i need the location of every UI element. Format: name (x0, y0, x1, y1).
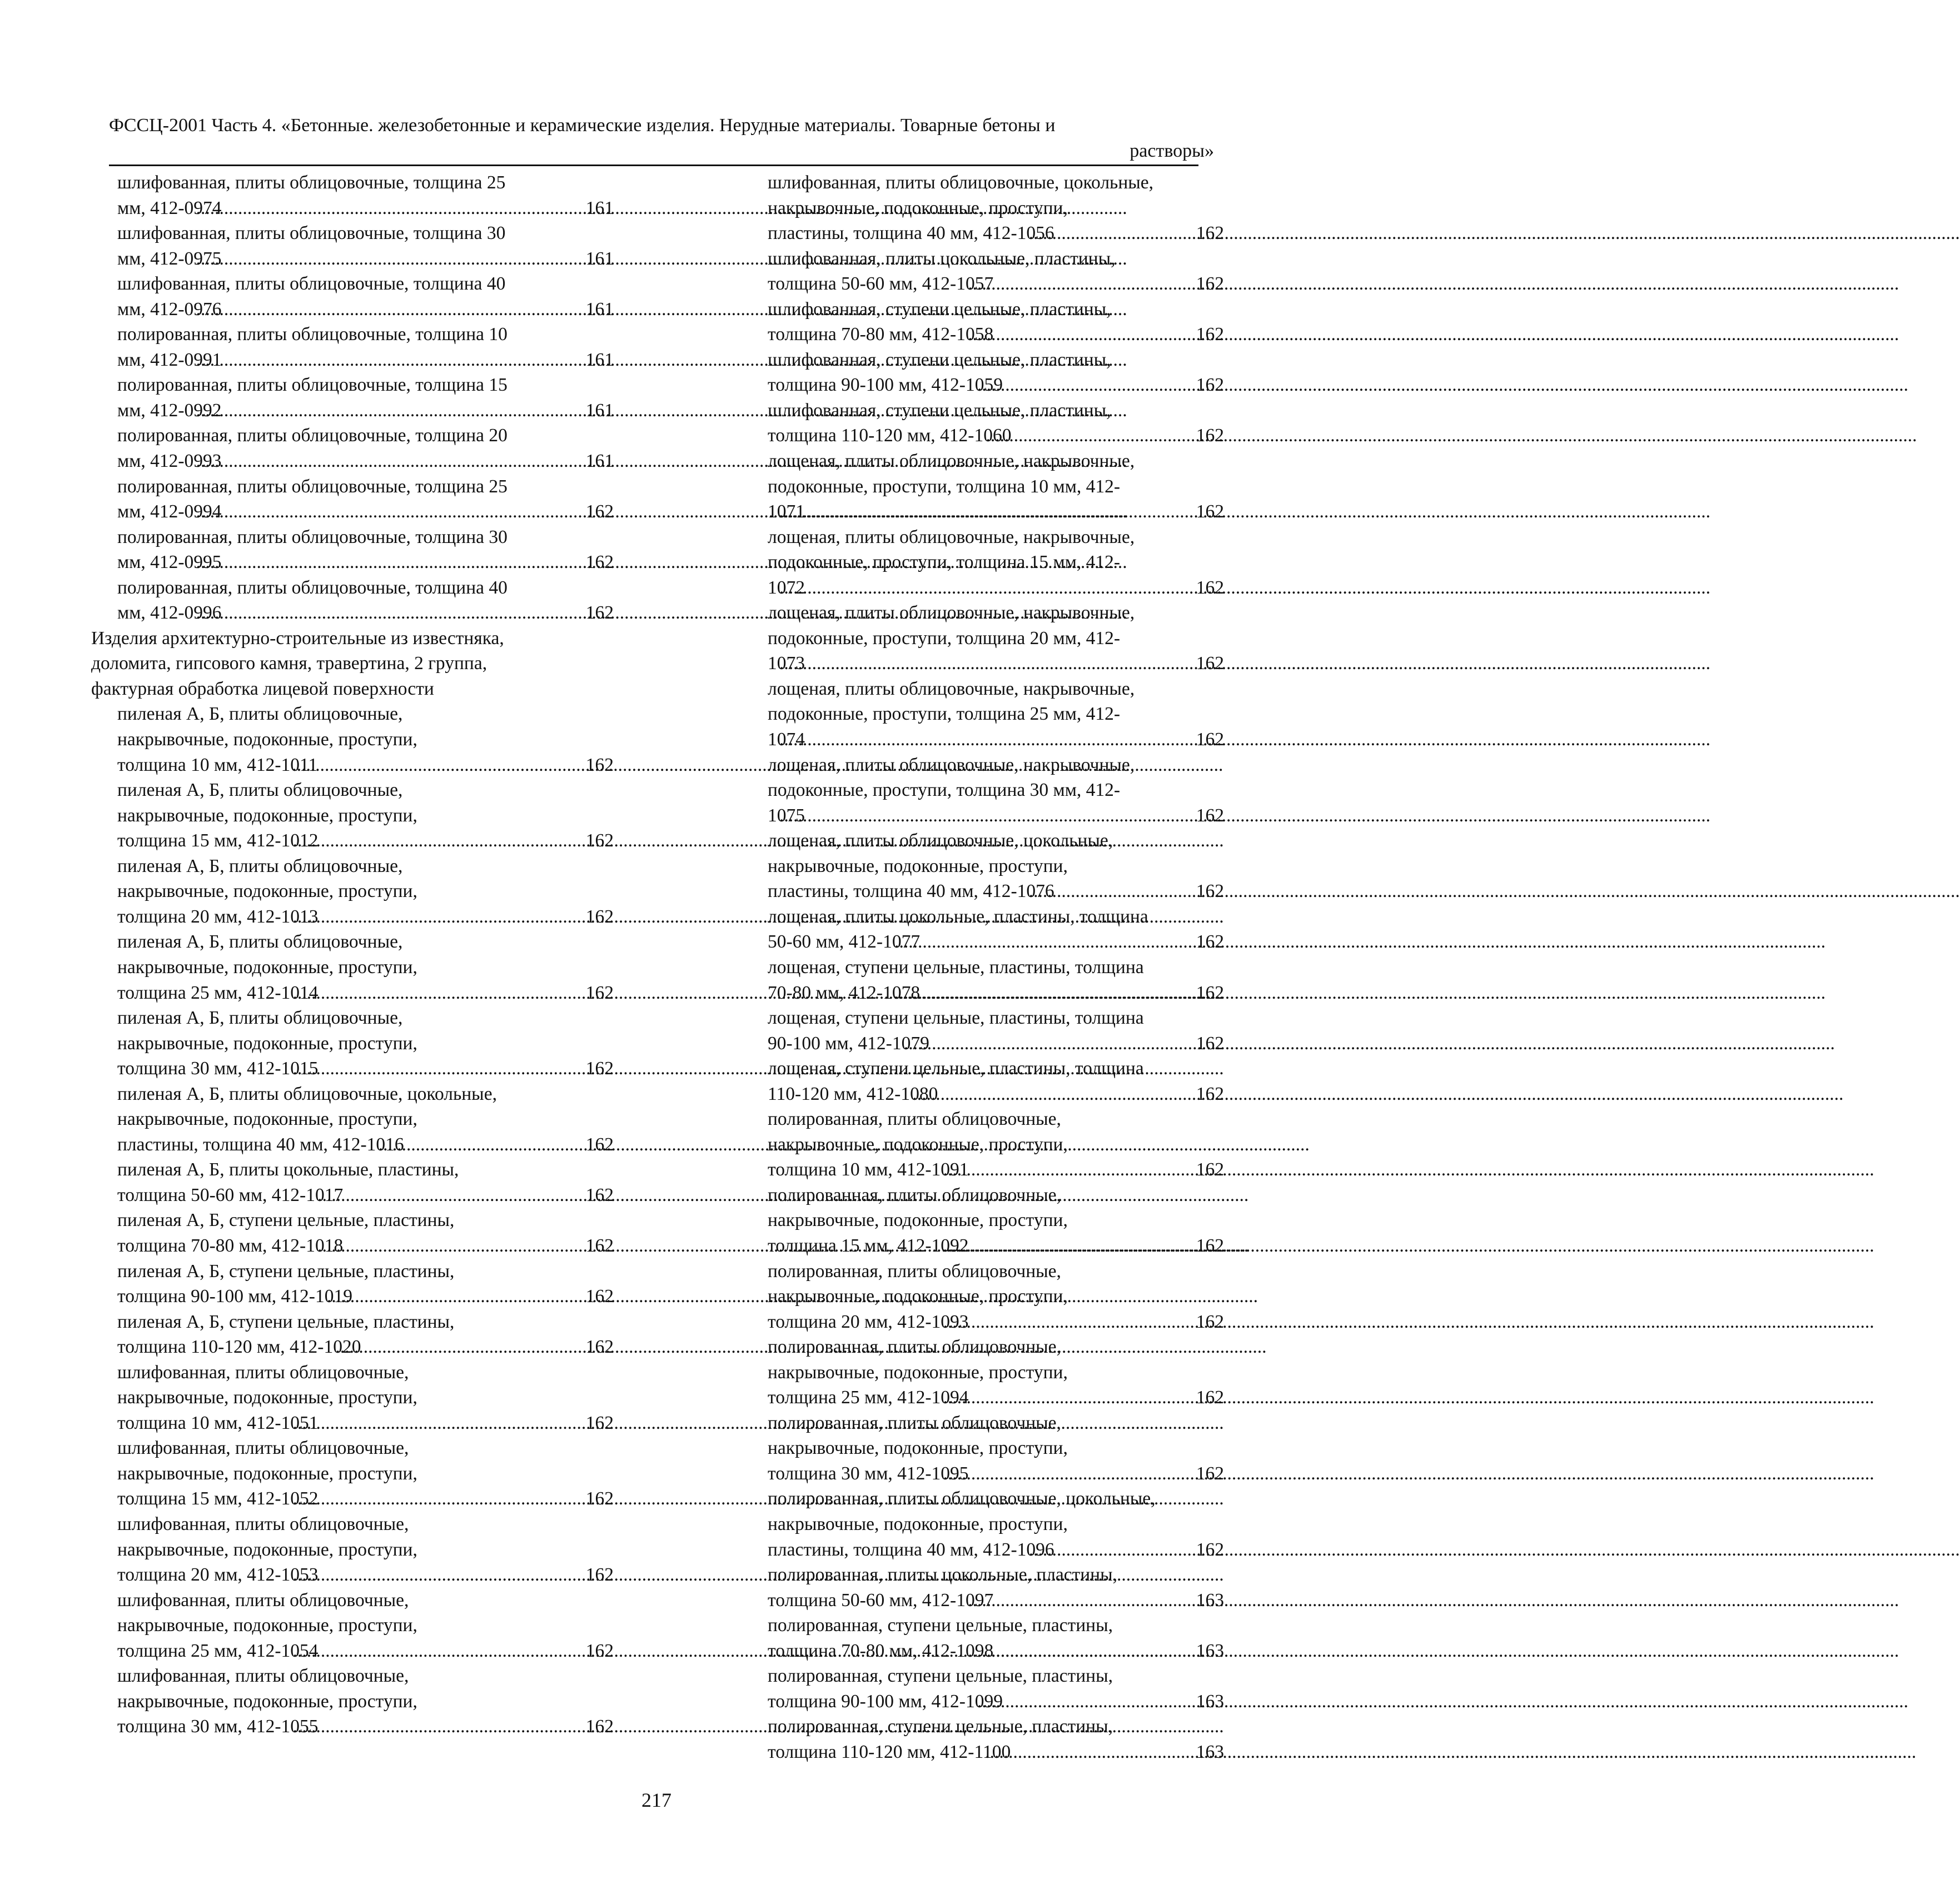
index-entry (742, 448, 1224, 525)
entry-last-line (768, 980, 1224, 1006)
entry-text: накрывочные, подоконные, проступи, (768, 855, 1068, 876)
entry-text: Изделия архитектурно-строительные из известняка, (91, 627, 504, 649)
entry-text: толщина 70-80 мм, 412-1058 (768, 324, 994, 345)
dot-leader (224, 398, 611, 423)
entry-text: толщина 20 мм, 412-1093 (768, 1311, 969, 1332)
entry-last-line (117, 448, 614, 474)
dot-leader (1013, 423, 1221, 448)
entry-last-line (768, 1309, 1224, 1335)
entry-text: накрывочные, подоконные, проступи, (117, 881, 417, 902)
entry-text: доломита, гипсового камня, травертина, 2 группа, (91, 653, 487, 674)
entry-text: шлифованная, плиты облицовочные, (117, 1362, 409, 1383)
entry-last-line (768, 803, 1224, 829)
entry-text: шлифованная, плиты облицовочные, толщина 40 (117, 273, 506, 295)
entry-last-line (117, 1562, 614, 1588)
dot-leader (406, 1132, 611, 1158)
entry-text: пластины, толщина 40 мм, 412-1016 (117, 1134, 404, 1155)
entry-text: толщина 25 мм, 412-1094 (768, 1387, 969, 1408)
index-entry (91, 1436, 614, 1512)
index-entry (91, 474, 614, 525)
entry-text: толщина 50-60 мм, 412-1017 (117, 1184, 344, 1205)
entry-last-line (768, 423, 1224, 448)
entry-text: пиленая А, Б, плиты облицовочные, (117, 780, 403, 801)
index-entry (742, 904, 1224, 955)
dot-leader (321, 1638, 611, 1664)
index-entry (742, 1005, 1224, 1056)
entry-text: шлифованная, плиты облицовочные, толщина 25 (117, 172, 506, 193)
dot-leader (922, 980, 1222, 1006)
entry-text: накрывочные, подоконные, проступи, (768, 1210, 1068, 1231)
entry-text: подоконные, проступи, толщина 20 мм, 412- (768, 627, 1121, 649)
entry-last-line (768, 1689, 1224, 1714)
entry-text: накрывочные, подоконные, проступи, (768, 1438, 1068, 1459)
index-entry (742, 600, 1224, 676)
dot-leader (355, 1284, 611, 1309)
entry-text: 1073 (768, 653, 805, 674)
index-entry (742, 347, 1224, 398)
entry-text: полированная, плиты облицовочные, (768, 1337, 1061, 1358)
entry-text: накрывочные, подоконные, проступи, (117, 1691, 417, 1712)
dot-leader (807, 499, 1222, 525)
entry-text: толщина 50-60 мм, 412-1057 (768, 273, 994, 295)
index-entry (742, 752, 1224, 829)
dot-leader (1005, 1689, 1222, 1714)
index-entry (91, 929, 614, 1005)
entry-text: шлифованная, ступени цельные, пластины, (768, 349, 1111, 370)
entry-text: мм, 412-0996 (117, 602, 222, 624)
entry-last-line (768, 727, 1224, 752)
dot-leader (996, 322, 1222, 347)
entry-text: полированная, плиты облицовочные, толщина 15 (117, 375, 508, 396)
entry-last-line (768, 879, 1224, 904)
entry-text: накрывочные, подоконные, проступи, (768, 1286, 1068, 1307)
index-entry (742, 398, 1224, 448)
entry-last-line (768, 1233, 1224, 1259)
entry-last-line (117, 347, 614, 373)
entry-text: полированная, плиты облицовочные, (768, 1412, 1061, 1433)
index-entry (742, 1334, 1224, 1410)
entry-text: шлифованная, плиты цокольные, пластины, (768, 248, 1116, 269)
entry-text: лощеная, плиты облицовочные, цокольные, (768, 830, 1113, 851)
entry-text: толщина 10 мм, 412-1051 (117, 1412, 319, 1433)
entry-last-line (768, 1638, 1224, 1664)
entry-text: толщина 30 мм, 412-1055 (117, 1716, 319, 1737)
entry-text: 110-120 мм, 412-1080 (768, 1083, 938, 1104)
entry-text: накрывочные, подоконные, проступи, (117, 956, 417, 978)
entry-text: толщина 110-120 мм, 412-1020 (117, 1337, 361, 1358)
entry-last-line (117, 752, 614, 778)
entry-text: толщина 25 мм, 412-1014 (117, 982, 319, 1003)
index-entry (91, 777, 614, 854)
running-header (109, 113, 1214, 164)
entry-last-line (117, 600, 614, 626)
entry-text: шлифованная, плиты облицовочные, (117, 1438, 409, 1459)
entry-last-line (117, 980, 614, 1006)
dot-leader (224, 600, 611, 626)
entry-text: полированная, плиты облицовочные, (768, 1184, 1061, 1205)
entry-text: мм, 412-0991 (117, 349, 222, 370)
entry-text: толщина 25 мм, 412-1054 (117, 1640, 319, 1661)
header-rule (109, 165, 1198, 166)
entry-text: пластины, толщина 40 мм, 412-1096 (768, 1539, 1054, 1560)
entry-text: накрывочные, подоконные, проступи, (117, 1387, 417, 1408)
entry-text: полированная, плиты облицовочные, толщина 40 (117, 577, 508, 598)
entry-text: 1072 (768, 577, 805, 598)
entry-text: толщина 110-120 мм, 412-1060 (768, 425, 1012, 446)
entry-text: толщина 90-100 мм, 412-1099 (768, 1691, 1003, 1712)
dot-leader (224, 448, 611, 474)
dot-leader (224, 347, 611, 373)
dot-leader (971, 1233, 1222, 1259)
entry-text: накрывочные, подоконные, проступи, (117, 729, 417, 750)
index-entry (742, 1106, 1224, 1183)
index-entry (91, 575, 614, 626)
dot-leader (363, 1334, 611, 1360)
index-entry (91, 1259, 614, 1309)
entry-last-line (117, 550, 614, 575)
index-entry (91, 1005, 614, 1081)
entry-text: пиленая А, Б, плиты облицовочные, (117, 931, 403, 953)
entry-text: накрывочные, подоконные, проступи, (768, 1513, 1068, 1534)
dot-leader (996, 1638, 1222, 1664)
dot-leader (321, 980, 611, 1006)
entry-text: накрывочные, подоконные, проступи, (117, 1033, 417, 1054)
entry-text: шлифованная, плиты облицовочные, толщина 30 (117, 223, 506, 244)
entry-text: полированная, плиты облицовочные, (768, 1260, 1061, 1282)
entry-text: накрывочные, подоконные, проступи, (117, 1615, 417, 1636)
dot-leader (321, 1410, 611, 1436)
index-entry (742, 170, 1224, 246)
index-entry (742, 1714, 1224, 1765)
entry-text: мм, 412-0993 (117, 451, 222, 472)
index-entry (742, 525, 1224, 601)
entry-text: пластины, толщина 40 мм, 412-1056 (768, 223, 1054, 244)
entry-text: лощеная, ступени цельные, пластины, толщина (768, 1058, 1144, 1079)
dot-leader (321, 904, 611, 930)
entry-last-line (768, 221, 1224, 246)
entry-text: толщина 50-60 мм, 412-1097 (768, 1589, 994, 1611)
entry-last-line (768, 1739, 1224, 1765)
dot-leader (807, 727, 1222, 752)
entry-text: накрывочные, подоконные, проступи, (117, 1463, 417, 1484)
entry-text: лощеная, ступени цельные, пластины, толщина (768, 956, 1144, 978)
index-entry (742, 676, 1224, 752)
index-entry (742, 828, 1224, 904)
entry-text: полированная, плиты облицовочные, толщина 25 (117, 476, 508, 497)
entry-text: накрывочные, подоконные, проступи, (768, 1362, 1068, 1383)
index-entry (91, 1512, 614, 1588)
entry-text: полированная, плиты облицовочные, толщина 20 (117, 425, 508, 446)
entry-last-line (117, 499, 614, 525)
dot-leader (224, 196, 611, 221)
dot-leader (971, 1461, 1222, 1487)
index-entry (742, 1259, 1224, 1335)
dot-leader (345, 1183, 611, 1208)
entry-text: полированная, плиты облицовочные, толщина 30 (117, 526, 508, 547)
entry-last-line (768, 372, 1224, 398)
entry-text: подоконные, проступи, толщина 30 мм, 412- (768, 780, 1121, 801)
index-entry (91, 1081, 614, 1158)
dot-leader (932, 1031, 1222, 1056)
entry-last-line (117, 1132, 614, 1158)
index-entry (742, 246, 1224, 297)
dot-leader (321, 828, 611, 854)
entry-text: подоконные, проступи, толщина 25 мм, 412- (768, 704, 1121, 725)
index-entry (742, 1056, 1224, 1106)
entry-text: толщина 10 мм, 412-1011 (117, 754, 318, 775)
entry-last-line (117, 1334, 614, 1360)
dot-leader (224, 246, 611, 272)
page-number: 217 (641, 1789, 671, 1811)
entry-text: 70-80 мм, 412-1078 (768, 982, 921, 1003)
entry-last-line (768, 1588, 1224, 1613)
dot-leader (971, 1309, 1222, 1335)
index-entry (91, 423, 614, 473)
entry-last-line (768, 499, 1224, 525)
entry-text: пиленая А, Б, ступени цельные, пластины, (117, 1210, 455, 1231)
entry-text: толщина 30 мм, 412-1095 (768, 1463, 969, 1484)
entry-text: полированная, плиты облицовочные, цокольные, (768, 1488, 1156, 1509)
entry-text: толщина 15 мм, 412-1012 (117, 830, 319, 851)
header-line-1: ФССЦ-2001 Часть 4. «Бетонные. железобетонные и керамические изделия. Нерудные материалы. Товарные бетоны и (109, 115, 1056, 136)
entry-text: пиленая А, Б, плиты облицовочные, (117, 1008, 403, 1029)
entry-last-line (117, 1486, 614, 1512)
index-entry (91, 1588, 614, 1664)
dot-leader (1013, 1739, 1222, 1765)
entry-text: толщина 15 мм, 412-1052 (117, 1488, 319, 1509)
entry-last-line (768, 575, 1224, 601)
entry-text: пластины, толщина 40 мм, 412-1076 (768, 881, 1054, 902)
entry-last-line (117, 1410, 614, 1436)
entry-text: полированная, ступени цельные, пластины, (768, 1666, 1113, 1687)
dot-leader (321, 1486, 611, 1512)
entry-last-line (768, 1537, 1224, 1563)
entry-text: толщина 20 мм, 412-1013 (117, 906, 319, 927)
entry-text: 90-100 мм, 412-1079 (768, 1033, 929, 1054)
entry-text: пиленая А, Б, ступени цельные, пластины, (117, 1311, 455, 1332)
entry-text: толщина 90-100 мм, 412-1059 (768, 375, 1003, 396)
index-entry (91, 1360, 614, 1436)
entry-last-line (768, 1157, 1224, 1183)
entry-last-line (117, 1714, 614, 1739)
entry-text: шлифованная, плиты облицовочные, (117, 1513, 409, 1534)
entry-text: толщина 20 мм, 412-1053 (117, 1564, 319, 1586)
entry-text: лощеная, ступени цельные, пластины, толщина (768, 1008, 1144, 1029)
dot-leader (996, 1588, 1222, 1613)
entry-text: толщина 10 мм, 412-1091 (768, 1159, 969, 1180)
entry-text: пиленая А, Б, плиты облицовочные, (117, 855, 403, 876)
dot-leader (940, 1081, 1221, 1107)
entry-text: толщина 110-120 мм, 412-1100 (768, 1741, 1011, 1762)
index-entry (91, 271, 614, 322)
entry-last-line (768, 1461, 1224, 1487)
entry-last-line (768, 651, 1224, 676)
dot-leader (996, 271, 1222, 297)
index-entry (742, 1613, 1224, 1663)
dot-leader (321, 1056, 611, 1081)
index-column-left (91, 170, 614, 1739)
entry-text: накрывочные, подоконные, проступи, (768, 1134, 1068, 1155)
entry-text: подоконные, проступи, толщина 15 мм, 412- (768, 552, 1121, 573)
entry-text: полированная, плиты облицовочные, (768, 1109, 1061, 1130)
entry-text: подоконные, проступи, толщина 10 мм, 412- (768, 476, 1121, 497)
entry-text: лощеная, плиты облицовочные, накрывочные, (768, 451, 1135, 472)
entry-text: полированная, ступени цельные, пластины, (768, 1716, 1113, 1737)
entry-text: накрывочные, подоконные, проступи, (768, 197, 1068, 218)
entry-text: пиленая А, Б, плиты облицовочные, цокольные, (117, 1083, 497, 1104)
entry-text: толщина 15 мм, 412-1092 (768, 1235, 969, 1256)
entry-text: мм, 412-0974 (117, 197, 222, 218)
index-entry (91, 322, 614, 372)
dot-leader (321, 1714, 611, 1739)
entry-last-line (117, 196, 614, 221)
dot-leader (321, 1562, 611, 1588)
entry-last-line (117, 1233, 614, 1259)
entry-text: полированная, плиты облицовочные, толщина 10 (117, 324, 508, 345)
entry-text: 1075 (768, 805, 805, 826)
entry-last-line (768, 1081, 1224, 1107)
index-entry (742, 955, 1224, 1005)
index-heading (91, 626, 614, 702)
entry-text: лощеная, плиты цокольные, пластины, толщина (768, 906, 1148, 927)
index-entry (91, 525, 614, 575)
dot-leader (224, 499, 611, 525)
entry-text: мм, 412-0995 (117, 552, 222, 573)
dot-leader (807, 651, 1222, 676)
header-line-2: растворы» (1130, 141, 1214, 161)
dot-leader (807, 803, 1222, 829)
entry-text: фактурная обработка лицевой поверхности (91, 678, 434, 699)
entry-last-line (117, 828, 614, 854)
entry-text: полированная, ступени цельные, пластины, (768, 1615, 1113, 1636)
index-entry (742, 1410, 1224, 1487)
entry-text: шлифованная, ступени цельные, пластины, (768, 400, 1111, 421)
index-entry (91, 1208, 614, 1258)
entry-last-line (768, 1031, 1224, 1056)
entry-last-line (117, 1638, 614, 1664)
dot-leader (971, 1157, 1222, 1183)
dot-leader (922, 929, 1222, 955)
index-entry (91, 701, 614, 777)
entry-text: лощеная, плиты облицовочные, накрывочные, (768, 602, 1135, 624)
entry-text: шлифованная, плиты облицовочные, цокольные, (768, 172, 1154, 193)
index-entry (91, 854, 614, 930)
entry-text: 50-60 мм, 412-1077 (768, 931, 921, 953)
entry-text: пиленая А, Б, плиты цокольные, пластины, (117, 1159, 459, 1180)
entry-last-line (117, 904, 614, 930)
entry-text: пиленая А, Б, плиты облицовочные, (117, 704, 403, 725)
index-entry (742, 1486, 1224, 1562)
entry-text: шлифованная, плиты облицовочные, (117, 1666, 409, 1687)
entry-text: толщина 30 мм, 412-1015 (117, 1058, 319, 1079)
entry-text: шлифованная, ступени цельные, пластины, (768, 298, 1111, 320)
entry-text: шлифованная, плиты облицовочные, (117, 1589, 409, 1611)
index-entry (91, 1663, 614, 1739)
entry-text: лощеная, плиты облицовочные, накрывочные, (768, 678, 1135, 699)
entry-last-line (117, 246, 614, 272)
dot-leader (224, 297, 611, 322)
dot-leader (971, 1385, 1222, 1410)
dot-leader (1005, 372, 1222, 398)
entry-text: мм, 412-0975 (117, 248, 222, 269)
entry-text: мм, 412-0994 (117, 501, 222, 522)
index-entry (742, 1183, 1224, 1259)
index-entry (91, 1309, 614, 1360)
index-entry (742, 1663, 1224, 1714)
entry-text: лощеная, плиты облицовочные, накрывочные, (768, 526, 1135, 547)
entry-text: лощеная, плиты облицовочные, накрывочные, (768, 754, 1135, 775)
entry-last-line (768, 322, 1224, 347)
entry-last-line (117, 1056, 614, 1081)
entry-last-line (117, 398, 614, 423)
dot-leader (320, 752, 611, 778)
entry-last-line (768, 271, 1224, 297)
entry-text: мм, 412-0992 (117, 400, 222, 421)
entry-text: толщина 90-100 мм, 412-1019 (117, 1286, 352, 1307)
entry-text: мм, 412-0976 (117, 298, 222, 320)
index-entry (742, 297, 1224, 347)
entry-text: полированная, плиты цокольные, пластины, (768, 1564, 1117, 1586)
dot-leader (224, 550, 611, 575)
index-entry (91, 372, 614, 423)
index-entry (91, 170, 614, 221)
dot-leader (807, 575, 1222, 601)
entry-last-line (768, 929, 1224, 955)
index-entry (91, 221, 614, 271)
dot-leader (345, 1233, 611, 1259)
entry-text: пиленая А, Б, ступени цельные, пластины, (117, 1260, 455, 1282)
entry-text: накрывочные, подоконные, проступи, (117, 1109, 417, 1130)
entry-text: накрывочные, подоконные, проступи, (117, 805, 417, 826)
entry-last-line (117, 1284, 614, 1309)
index-entry (742, 1562, 1224, 1613)
entry-text: 1071 (768, 501, 805, 522)
entry-last-line (117, 1183, 614, 1208)
entry-last-line (117, 297, 614, 322)
entry-text: толщина 70-80 мм, 412-1098 (768, 1640, 994, 1661)
entry-text: 1074 (768, 729, 805, 750)
index-column-right (742, 170, 1224, 1765)
entry-last-line (768, 1385, 1224, 1410)
index-entry (91, 1157, 614, 1208)
entry-text: толщина 70-80 мм, 412-1018 (117, 1235, 344, 1256)
entry-text: накрывочные, подоконные, проступи, (117, 1539, 417, 1560)
